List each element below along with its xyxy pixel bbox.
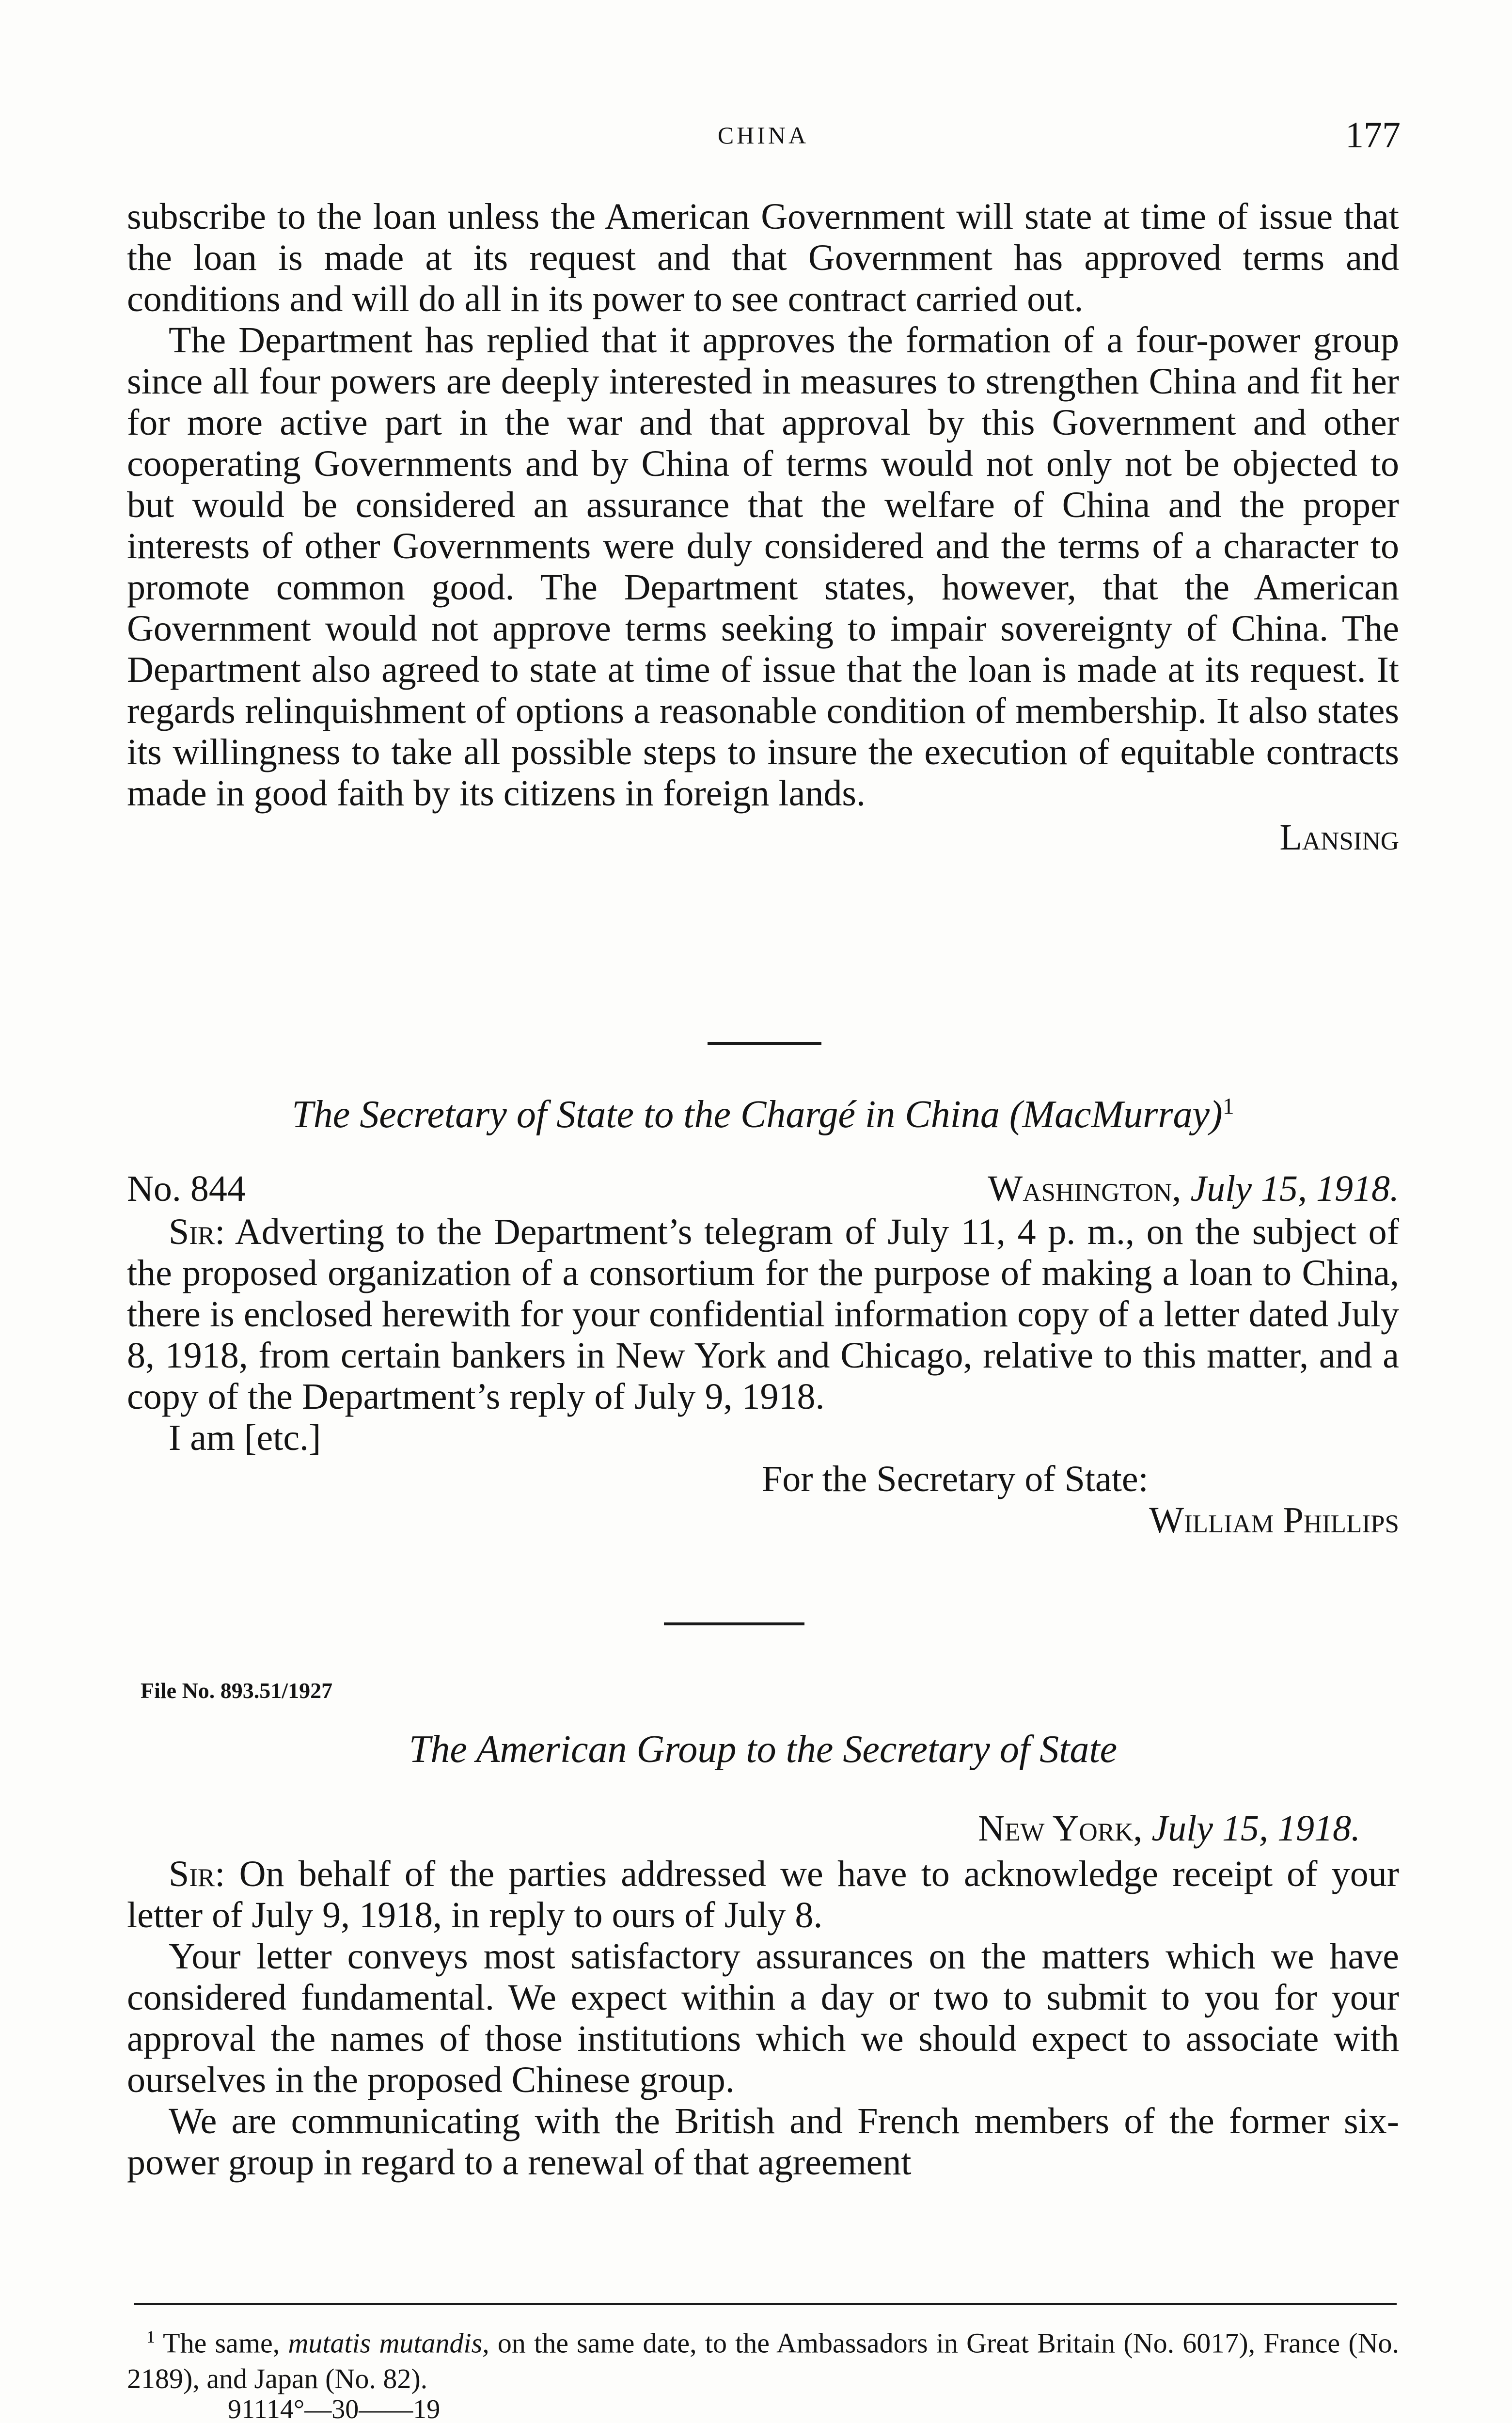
footnote-rule bbox=[134, 2303, 1397, 2305]
page-number: 177 bbox=[1345, 115, 1401, 156]
letter-body: On behalf of the parties addressed we have to acknowledge receipt of your letter of July 9, 1918, in reply to ours of July 8. bbox=[127, 1854, 1399, 1935]
closing: I am [etc.] bbox=[169, 1417, 321, 1458]
document-title-2 bbox=[127, 1093, 1399, 1137]
footnote-ref: 1 bbox=[1222, 1093, 1234, 1119]
footnote bbox=[127, 2319, 1399, 2397]
file-number: File No. 893.51/1927 bbox=[141, 1678, 333, 1703]
footnote-start: The same, bbox=[163, 2327, 280, 2359]
paragraph: subscribe to the loan unless the American Government will state at time of issue that the loan is made at its request and that Government has approved terms and conditions and will do all in its power to see contract carried out. bbox=[127, 196, 1399, 319]
footnote-end: on the same date, to the Ambassadors in Great Britain (No. 6017), France (No. 2189), and Japan (No. 82). bbox=[127, 2327, 1400, 2395]
place-date bbox=[978, 1808, 1360, 1850]
paragraph: Your letter conveys most satisfactory assurances on the matters which we have considered fundamental. We expect within a day or two to submit to you for your approval the names of those institutions which we should expect to associate with ourselves in the proposed Chinese group. bbox=[127, 1936, 1399, 2100]
footnote-text bbox=[127, 2319, 1399, 2397]
salutation: Sir: bbox=[169, 1212, 225, 1252]
section-divider bbox=[708, 1042, 821, 1045]
date: July 15, 1918. bbox=[1151, 1808, 1360, 1849]
document-title-3: The American Group to the Secretary of State bbox=[409, 1728, 1118, 1771]
letter-body: Adverting to the Department’s telegram of July 11, 4 p. m., on the subject of the proposed organization of a consortium for the purpose of making a loan to China, there is enclosed herewith for your confidential information copy of a letter dated July 8, 1918, from certain bankers in New York and Chicago, relative to this matter, and a copy of the Department’s reply of July 9, 1918. bbox=[127, 1212, 1399, 1417]
paragraph: The Department has replied that it approves the formation of a four-power group since all four powers are deeply interested in measures to strengthen China and fit her for more active part in the war and that approval by this Government and other cooperating Governments and by China of terms would not only not be objected to but would be considered an assurance that the welfare of China and the proper interests of other Governments were duly considered and the terms of a character to promote common good. The Department states, however, that the American Government would not approve terms seeking to impair sovereignty of China. The Department also agreed to state at time of issue that the loan is made at its request. It regards relinquishment of options a reasonable condition of membership. It also states its willingness to take all possible steps to insure the execution of equitable contracts made in good faith by its citizens in foreign lands. bbox=[127, 320, 1399, 814]
salutation: Sir: bbox=[169, 1854, 225, 1894]
signature-lansing: Lansing bbox=[1279, 817, 1399, 858]
place: New York, bbox=[978, 1808, 1143, 1849]
date: July 15, 1918. bbox=[1190, 1168, 1399, 1209]
footnote-italic: mutatis mutandis, bbox=[288, 2327, 489, 2359]
place-date bbox=[988, 1168, 1399, 1210]
page-header bbox=[126, 114, 1401, 168]
footnote-mark: 1 bbox=[146, 2327, 155, 2346]
document-number: No. 844 bbox=[127, 1168, 246, 1209]
running-head: CHINA bbox=[717, 122, 809, 149]
signoff: For the Secretary of State: bbox=[762, 1459, 1149, 1499]
print-code: 91114°—30——19 bbox=[228, 2394, 441, 2423]
paragraph bbox=[127, 1212, 1399, 1417]
signer-phillips: William Phillips bbox=[1149, 1500, 1399, 1541]
section-divider bbox=[664, 1622, 804, 1625]
paragraph bbox=[127, 1854, 1399, 1936]
title-text: The Secretary of State to the Chargé in China (MacMurray) bbox=[292, 1093, 1223, 1136]
paragraph: We are communicating with the British and French members of the former six-power group in regard to a renewal of that agreement bbox=[127, 2101, 1399, 2183]
section-secretary-letter bbox=[127, 1212, 1399, 1541]
section-american-group-letter bbox=[127, 1854, 1399, 2183]
place: Washington, bbox=[988, 1168, 1181, 1209]
section-lansing-telegram bbox=[127, 196, 1399, 858]
